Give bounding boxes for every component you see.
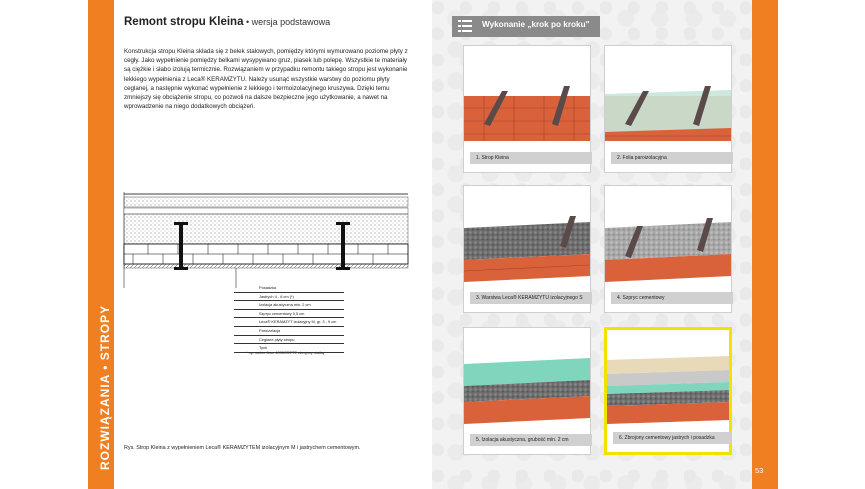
step-3-label: 3. Warstwa Leca® KERAMZYTU izolacyjnego S	[470, 292, 592, 304]
step-5-label: 5. Izolacja akustyczna, grubość min. 2 cm	[470, 434, 592, 446]
title-subtitle: • wersja podstawowa	[243, 17, 331, 27]
page-title	[124, 16, 330, 28]
layer-legend	[234, 284, 344, 353]
step-6-label: 6. Zbrojony cementowy jastrych i posadzka	[613, 432, 731, 444]
figure-caption: Rys. Strop Kleina z wypełnieniem Leca® KERAMZYTEM izolacyjnym M i jastrychem cementowym.	[124, 445, 361, 451]
legend-row: Jastrych 4 - 6 cm (*)	[234, 293, 344, 302]
step-4-label: 4. Szpryc cementowy	[611, 292, 733, 304]
title-main: Remont stropu Kleina	[124, 16, 244, 28]
intro-paragraph: Konstrukcja stropu Kleina składa się z belek stalowych, pomiędzy którymi wymurowano poziome płyty z cegły. Jako wypełnienie pomiędzy belkami wysypywano gruz, piasek lub polepę. Wszystkie te materiały są ciężkie i słabo izolują termicznie. Rozwiązaniem w przypadku remontu takiego stropu jest wykonanie lekkiego wypełnienia z Leca® KERAMZYTU. Należy usunąć wszystkie warstwy do poziomu płyty ceglanej, a następnie wykonać wypełnienie z lekkiego i termoizolacyjnego kruszywa. Dzięki temu zmniejszy się obciążenie stropu, co pozwoli na dalsze bezpieczne jego użytkowanie, a nawet na wprowadzenie na niego dodatkowych obciążeń.	[124, 48, 408, 111]
legend-row: Leca® KERAMZYT izolacyjny M, gr. 3 - 9 cm	[234, 318, 344, 327]
steps-header	[452, 16, 600, 37]
step-card-5	[463, 327, 591, 455]
list-icon	[458, 20, 472, 32]
page-number: 53	[755, 466, 764, 475]
legend-row: Tynk	[234, 344, 344, 353]
legend-row: Szpryc cementowy 0,5 cm	[234, 310, 344, 319]
legend-row: Posadzka	[234, 284, 344, 293]
step-card-4	[604, 185, 732, 313]
legend-row: Ceglane płyty stropu	[234, 336, 344, 345]
step-card-2	[604, 45, 732, 173]
section-vertical-label: ROZWIĄZANIA • STROPY	[98, 304, 112, 470]
right-orange-strip	[752, 0, 778, 489]
step-2-label: 2. Folia paroizolacyjna	[611, 152, 733, 164]
floor-section-drawing	[118, 188, 418, 288]
step-card-1	[463, 45, 591, 173]
legend-footnote: * np. weber.floor 4030CRETE zbrojony siatką	[246, 350, 325, 355]
steps-header-title: Wykonanie „krok po kroku"	[482, 20, 590, 29]
legend-row: Izolacja akustyczna min. 2 cm	[234, 301, 344, 310]
legend-row: Paroizolacja	[234, 327, 344, 336]
step-1-label: 1. Strop Kleina	[470, 152, 592, 164]
step-card-3	[463, 185, 591, 313]
step-card-6	[604, 327, 732, 455]
